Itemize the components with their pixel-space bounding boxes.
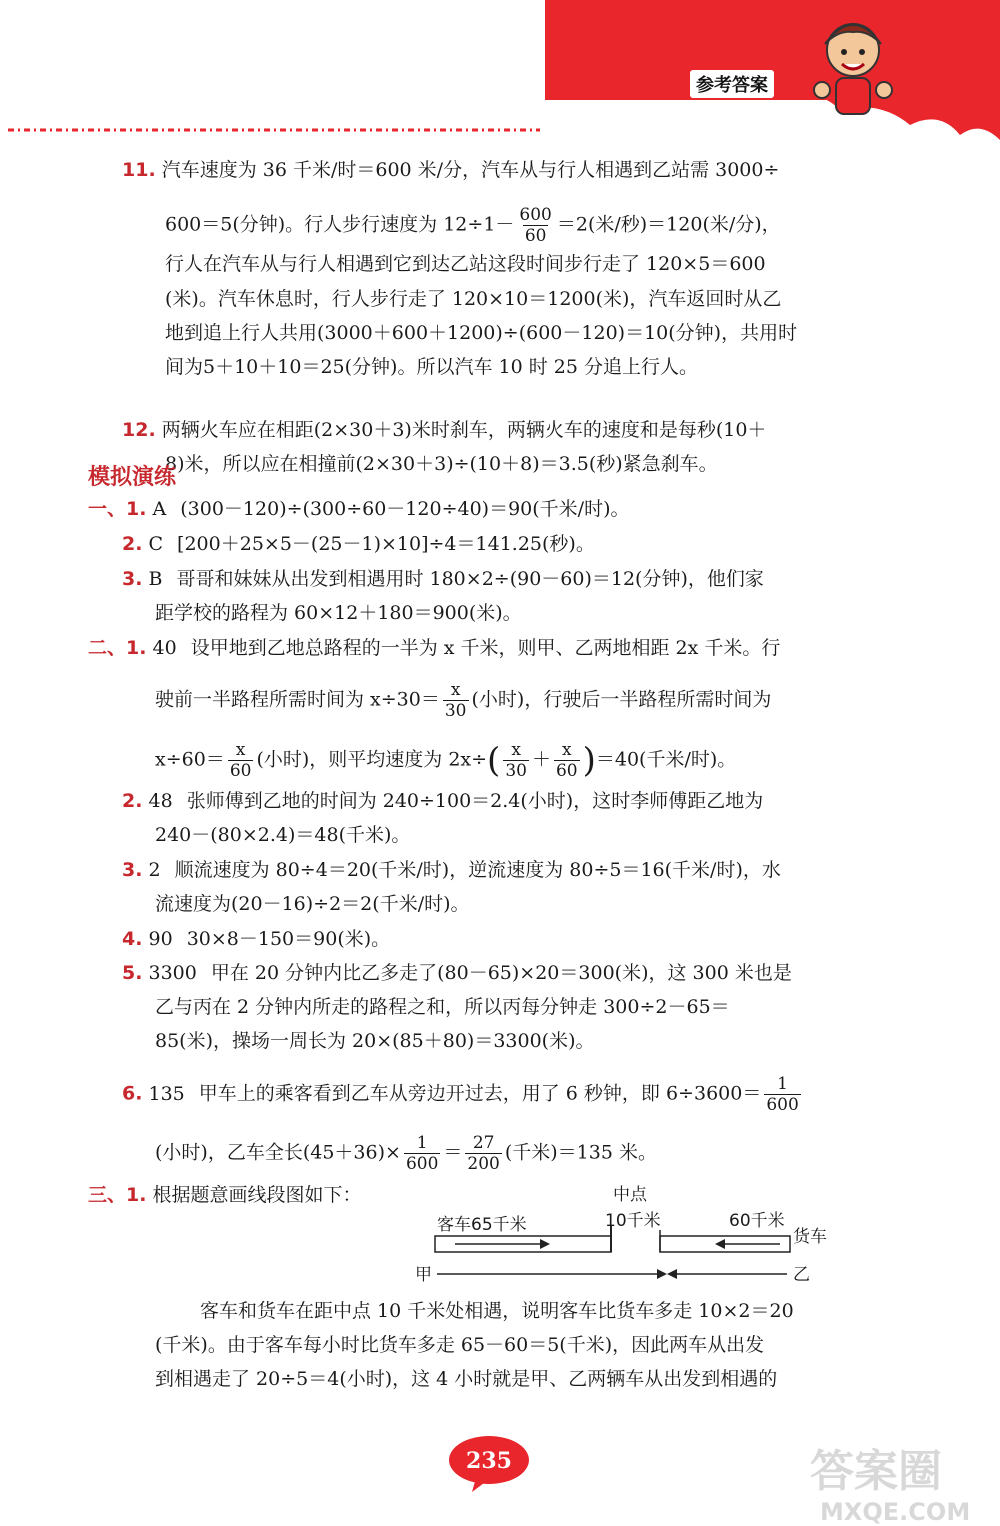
p3-q1-intro: 三、1. 根据题意画线段图如下： [88, 1184, 362, 1206]
watermark [800, 1440, 1000, 1526]
diagram-midpoint-label: 中点 [613, 1185, 647, 1205]
diagram-bus-arrowhead [540, 1239, 550, 1249]
diagram-main-arrowhead-left [667, 1269, 677, 1279]
p2-q4: 4. 90 30×8－150＝90(米)。 [122, 928, 391, 950]
watermark-logo-text: 答案圈 [810, 1446, 942, 1497]
fraction: $\frac{1}{600}$ [766, 1074, 799, 1115]
p3-q1-line-1: 客车和货车在距中点 10 千米处相遇，说明客车比货车多走 10×2＝20 [200, 1300, 794, 1322]
p3-q1-line-2: (千米)。由于客车每小时比货车多走 65－60＝5(千米)，因此两车从出发 [155, 1334, 765, 1356]
p2-q6-line-1: 6. 135 甲车上的乘客看到乙车从旁边开过去，用了 6 秒钟，即 6÷3600＝ $\frac{1}{600}$ [122, 1074, 799, 1115]
line-segment-diagram [415, 1180, 835, 1290]
q11-line-3: 行人在汽车从与行人相遇到它到达乙站这段时间步行走了 120×5＝600 [165, 253, 766, 275]
q11-line-4: (米)。汽车休息时，行人步行走了 120×10＝1200(米)，汽车返回时从乙 [165, 288, 782, 310]
diagram-bus-label: 客车65千米 [437, 1215, 527, 1235]
fraction: $\frac{x}{60}$ [555, 740, 578, 781]
fraction: $\frac{27}{200}$ [467, 1133, 500, 1174]
q11-line-2: 600＝5(分钟)。行人步行速度为 12÷1－ $\frac{600}{60}$ ＝2(米/秒)＝120(米/分)， [165, 205, 781, 246]
p3-q1-line-3: 到相遇走了 20÷5＝4(小时)，这 4 小时就是甲、乙两辆车从出发到相遇的 [155, 1368, 778, 1390]
p2-q5-line-3: 85(米)，操场一周长为 20×(85＋80)＝3300(米)。 [155, 1030, 595, 1052]
fraction: $\frac{1}{600}$ [405, 1133, 439, 1174]
p1-q3-line-1: 3. B 哥哥和妹妹从出发到相遇用时 180×2÷(90－60)＝12(分钟)，他们家 [122, 568, 764, 590]
fraction: $\frac{x}{30}$ [505, 740, 527, 781]
diagram-gap-label: 10千米 [605, 1211, 661, 1231]
p2-q5-line-1: 5. 3300 甲在 20 分钟内比乙多走了(80－65)×20＝300(米)，这 300 米也是 [122, 962, 792, 984]
q11-line-5: 地到追上行人共用(3000＋600＋1200)÷(600－120)＝10(分钟)，共用时 [165, 322, 798, 344]
mascot-icon [808, 8, 898, 128]
q11-line-6: 间为5＋10＋10＝25(分钟)。所以汽车 10 时 25 分追上行人。 [165, 356, 698, 378]
p2-q6-line-2: (小时)，乙车全长(45＋36)× $\frac{1}{600}$ ＝ $\frac{27}{200}$ (千米)＝135 米。 [155, 1133, 657, 1174]
q11-line-1: 11. 汽车速度为 36 千米/时＝600 米/分，汽车从与行人相遇到乙站需 3000÷ [122, 159, 780, 181]
p1-q2: 2. C [200＋25×5－(25－1)×10]÷4＝141.25(秒)。 [122, 533, 595, 555]
diagram-truck-arrowhead [715, 1239, 725, 1249]
diagram-main-arrowhead-right [657, 1269, 667, 1279]
header-title: 参考答案 [690, 70, 774, 98]
p2-q2-line-1: 2. 48 张师傅到乙地的时间为 240÷100＝2.4(小时)，这时李师傅距乙地为 [122, 790, 764, 812]
p2-q1-line-3: x÷60＝ $\frac{x}{60}$ (小时)，则平均速度为 2x÷( $\frac{x}{30}$ ＋ $\frac{x}{60}$ )＝40(千米/时)。 [155, 740, 737, 781]
p2-q5-line-2: 乙与丙在 2 分钟内所走的路程之和，所以丙每分钟走 300÷2－65＝ [155, 996, 730, 1018]
p2-q3-line-1: 3. 2 顺流速度为 80÷4＝20(千米/时)，逆流速度为 80÷5＝16(千米/时)，水 [122, 859, 781, 881]
diagram-point-b-label: 乙 [793, 1265, 810, 1285]
diagram-point-a-label: 甲 [415, 1265, 432, 1285]
watermark-url: MXQE.COM [820, 1498, 971, 1526]
p1-q1: 一、1. A (300－120)÷(300÷60－120÷40)＝90(千米/时)。 [88, 498, 630, 520]
page-number-badge [446, 1434, 532, 1494]
p1-q3-line-2: 距学校的路程为 60×12＋180＝900(米)。 [155, 602, 522, 624]
page-number: 235 [466, 1448, 512, 1474]
p2-q2-line-2: 240－(80×2.4)＝48(千米)。 [155, 824, 411, 846]
p2-q1-line-2: 驶前一半路程所需时间为 x÷30＝ $\frac{x}{30}$ (小时)，行驶后一半路程所需时间为 [155, 680, 772, 721]
fraction: $\frac{x}{30}$ [444, 680, 467, 721]
header-dash-divider [0, 126, 545, 134]
fraction: $\frac{600}{60}$ [519, 205, 552, 246]
diagram-truck-speed-label: 60千米 [729, 1211, 785, 1231]
q12-line-2: 8)米，所以应在相撞前(2×30＋3)÷(10＋8)＝3.5(秒)紧急刹车。 [165, 453, 718, 475]
diagram-truck-label: 货车 [793, 1227, 827, 1247]
q12-line-1: 12. 两辆火车应在相距(2×30＋3)米时刹车，两辆火车的速度和是每秒(10＋ [122, 419, 767, 441]
fraction: $\frac{x}{60}$ [229, 740, 252, 781]
section-title: 模拟演练 [88, 465, 177, 490]
p2-q3-line-2: 流速度为(20－16)÷2＝2(千米/时)。 [155, 893, 470, 915]
p2-q1-line-1: 二、1. 40 设甲地到乙地总路程的一半为 x 千米，则甲、乙两地相距 2x 千米。行 [88, 637, 781, 659]
